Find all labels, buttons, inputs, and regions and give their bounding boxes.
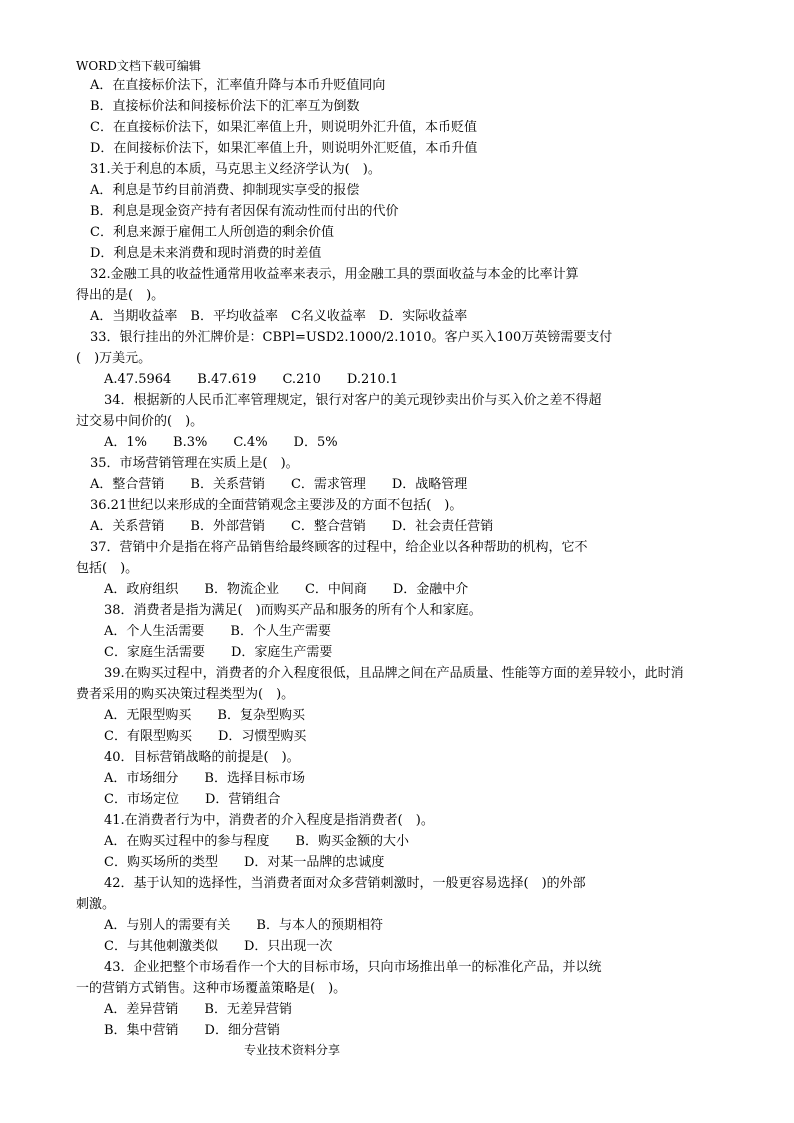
text-line: C．市场定位 D．营销组合 <box>104 792 281 807</box>
page-footer: 专业技术资料分享 <box>244 1043 341 1057</box>
text-line: A．1% B.3% C.4% D．5% <box>104 435 338 450</box>
text-line: 33．银行挂出的外汇牌价是：CBPl=USD2.1000/2.1010。客户买入100万英镑需要支付 <box>90 330 613 345</box>
text-line: B．利息是现金资产持有者因保有流动性而付出的代价 <box>90 204 399 219</box>
text-line: A．无限型购买 B．复杂型购买 <box>104 708 305 723</box>
text-line: 包括( )。 <box>76 561 139 576</box>
text-line: 费者采用的购买决策过程类型为( )。 <box>76 687 295 702</box>
text-line: 过交易中间价的( )。 <box>76 414 204 429</box>
text-line: A．差异营销 B．无差异营销 <box>104 1002 292 1017</box>
text-line: C．购买场所的类型 D．对某一品牌的忠诚度 <box>104 855 385 870</box>
text-line: B．直接标价法和间接标价法下的汇率互为倒数 <box>90 99 360 114</box>
text-line: 37．营销中介是指在将产品销售给最终顾客的过程中，给企业以各种帮助的机构，它不 <box>90 540 588 555</box>
text-line: D．利息是未来消费和现时消费的时差值 <box>90 246 322 261</box>
text-line: A．整合营销 B．关系营销 C．需求管理 D．战略管理 <box>90 477 468 492</box>
text-line: A.47.5964 B.47.619 C.210 D.210.1 <box>104 372 399 387</box>
text-line: A．与别人的需要有关 B．与本人的预期相符 <box>104 918 383 933</box>
text-line: 34．根据新的人民币汇率管理规定，银行对客户的美元现钞卖出价与买入价之差不得超 <box>104 393 602 408</box>
text-line: A．政府组织 B．物流企业 C．中间商 D．金融中介 <box>104 582 469 597</box>
text-line: A．市场细分 B．选择目标市场 <box>104 771 305 786</box>
text-line: 36.21世纪以来形成的全面营销观念主要涉及的方面不包括( )。 <box>90 498 463 513</box>
text-line: D．在间接标价法下，如果汇率值上升，则说明外汇贬值，本币升值 <box>90 141 478 156</box>
text-line: A．当期收益率 B．平均收益率 C名义收益率 D．实际收益率 <box>90 309 468 324</box>
text-line: 35．市场营销管理在实质上是( )。 <box>90 456 299 471</box>
text-line: 38．消费者是指为满足( )而购买产品和服务的所有个人和家庭。 <box>104 603 482 618</box>
text-line: 42．基于认知的选择性，当消费者面对众多营销刺激时，一般更容易选择( )的外部 <box>104 876 586 891</box>
text-line: C．与其他刺激类似 D．只出现一次 <box>104 939 333 954</box>
text-line: C．家庭生活需要 D．家庭生产需要 <box>104 645 333 660</box>
text-line: 刺激。 <box>76 897 116 912</box>
text-line: 得出的是( )。 <box>76 288 165 303</box>
text-line: A．关系营销 B．外部营销 C．整合营销 D．社会责任营销 <box>90 519 494 534</box>
text-line: C．在直接标价法下，如果汇率值上升，则说明外汇升值，本币贬值 <box>90 120 477 135</box>
text-line: A．利息是节约目前消费、抑制现实享受的报偿 <box>90 183 360 198</box>
text-line: 一的营销方式销售。这种市场覆盖策略是( )。 <box>76 981 347 996</box>
text-line: C．有限型购买 D．习惯型购买 <box>104 729 307 744</box>
text-line: A．在购买过程中的参与程度 B．购买金额的大小 <box>104 834 409 849</box>
text-line: 43．企业把整个市场看作一个大的目标市场，只向市场推出单一的标准化产品，并以统 <box>104 960 602 975</box>
text-line: A．在直接标价法下，汇率值升降与本币升贬值同向 <box>90 78 386 93</box>
text-line: 31.关于利息的本质，马克思主义经济学认为( )。 <box>90 162 381 177</box>
text-line: 32.金融工具的收益性通常用收益率来表示，用金融工具的票面收益与本金的比率计算 <box>90 267 579 282</box>
text-line: ( )万美元。 <box>76 351 152 366</box>
text-line: 40．目标营销战略的前提是( )。 <box>104 750 300 765</box>
text-line: 39.在购买过程中，消费者的介入程度很低，且品牌之间在产品质量、性能等方面的差异较小，此时消 <box>104 666 684 681</box>
page-header: WORD文档下载可编辑 <box>76 59 201 73</box>
text-line: A．个人生活需要 B．个人生产需要 <box>104 624 331 639</box>
text-line: B．集中营销 D．细分营销 <box>104 1023 280 1038</box>
text-line: 41.在消费者行为中，消费者的介入程度是指消费者( )。 <box>104 813 434 828</box>
text-line: C．利息来源于雇佣工人所创造的剩余价值 <box>90 225 334 240</box>
